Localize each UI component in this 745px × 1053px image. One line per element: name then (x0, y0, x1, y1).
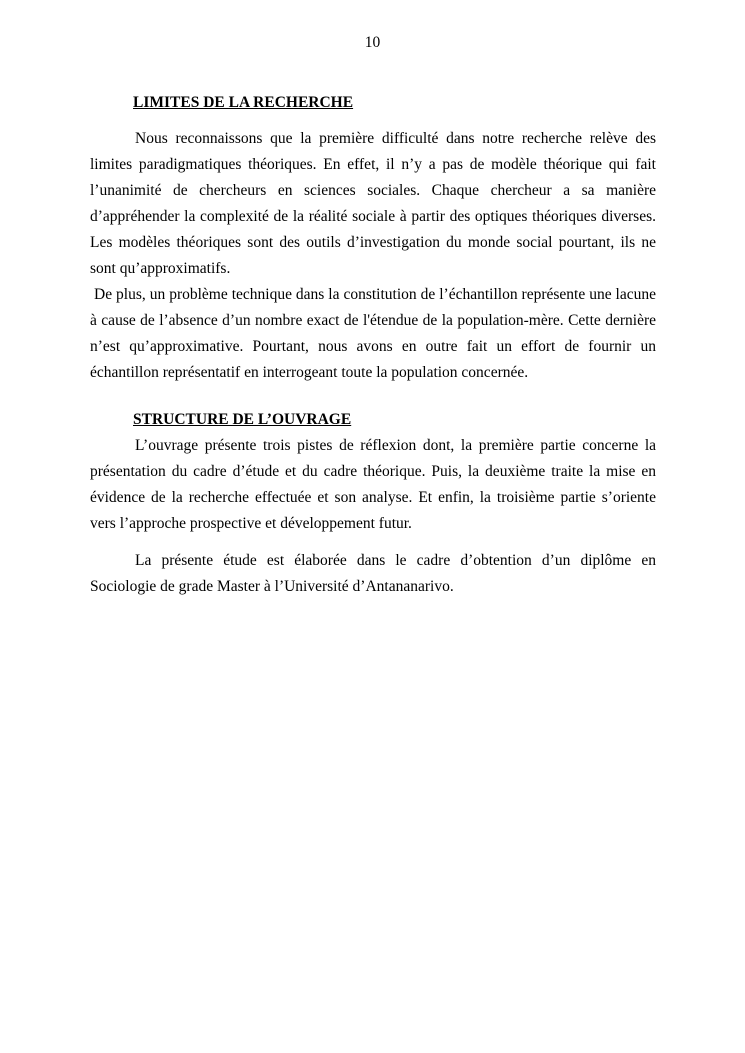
paragraph-limites-2: De plus, un problème technique dans la constitution de l’échantillon représente une lacune à cause de l’absence d’un nombre exact de l'étendue de la population-mère. Cette dernière n’est qu’approximative. Pourtant, nous avons en outre fait un effort de fournir un échantillon représentatif en interrogeant toute la population concernée. (90, 286, 656, 381)
page-content (90, 90, 656, 600)
section-heading-structure (133, 407, 656, 433)
section-heading-limites-text: LIMITES DE LA RECHERCHE (133, 94, 354, 111)
section-heading-structure-text: STRUCTURE DE L’OUVRAGE (133, 411, 352, 428)
paragraph-structure-2: La présente étude est élaborée dans le cadre d’obtention d’un diplôme en Sociologie de grade Master à l’Université d’Antananarivo. (90, 552, 656, 595)
paragraph-structure-1: L’ouvrage présente trois pistes de réflexion dont, la première partie concerne la présentation du cadre d’étude et du cadre théorique. Puis, la deuxième traite la mise en évidence de la recherche effectuée et son analyse. Et enfin, la troisième partie s’oriente vers l’approche prospective et développement futur. (90, 437, 656, 532)
section-heading-limites (133, 90, 656, 116)
page-number: 10 (364, 34, 381, 51)
paragraph-limites-1: Nous reconnaissons que la première difficulté dans notre recherche relève des limites paradigmatiques théoriques. En effet, il n’y a pas de modèle théorique qui fait l’unanimité de chercheurs en sciences sociales. Chaque chercheur a sa manière d’appréhender la complexité de la réalité sociale à partir des optiques théoriques diverses. Les modèles théoriques sont des outils d’investigation du monde social pourtant, ils ne sont qu’approximatifs. (90, 130, 656, 277)
